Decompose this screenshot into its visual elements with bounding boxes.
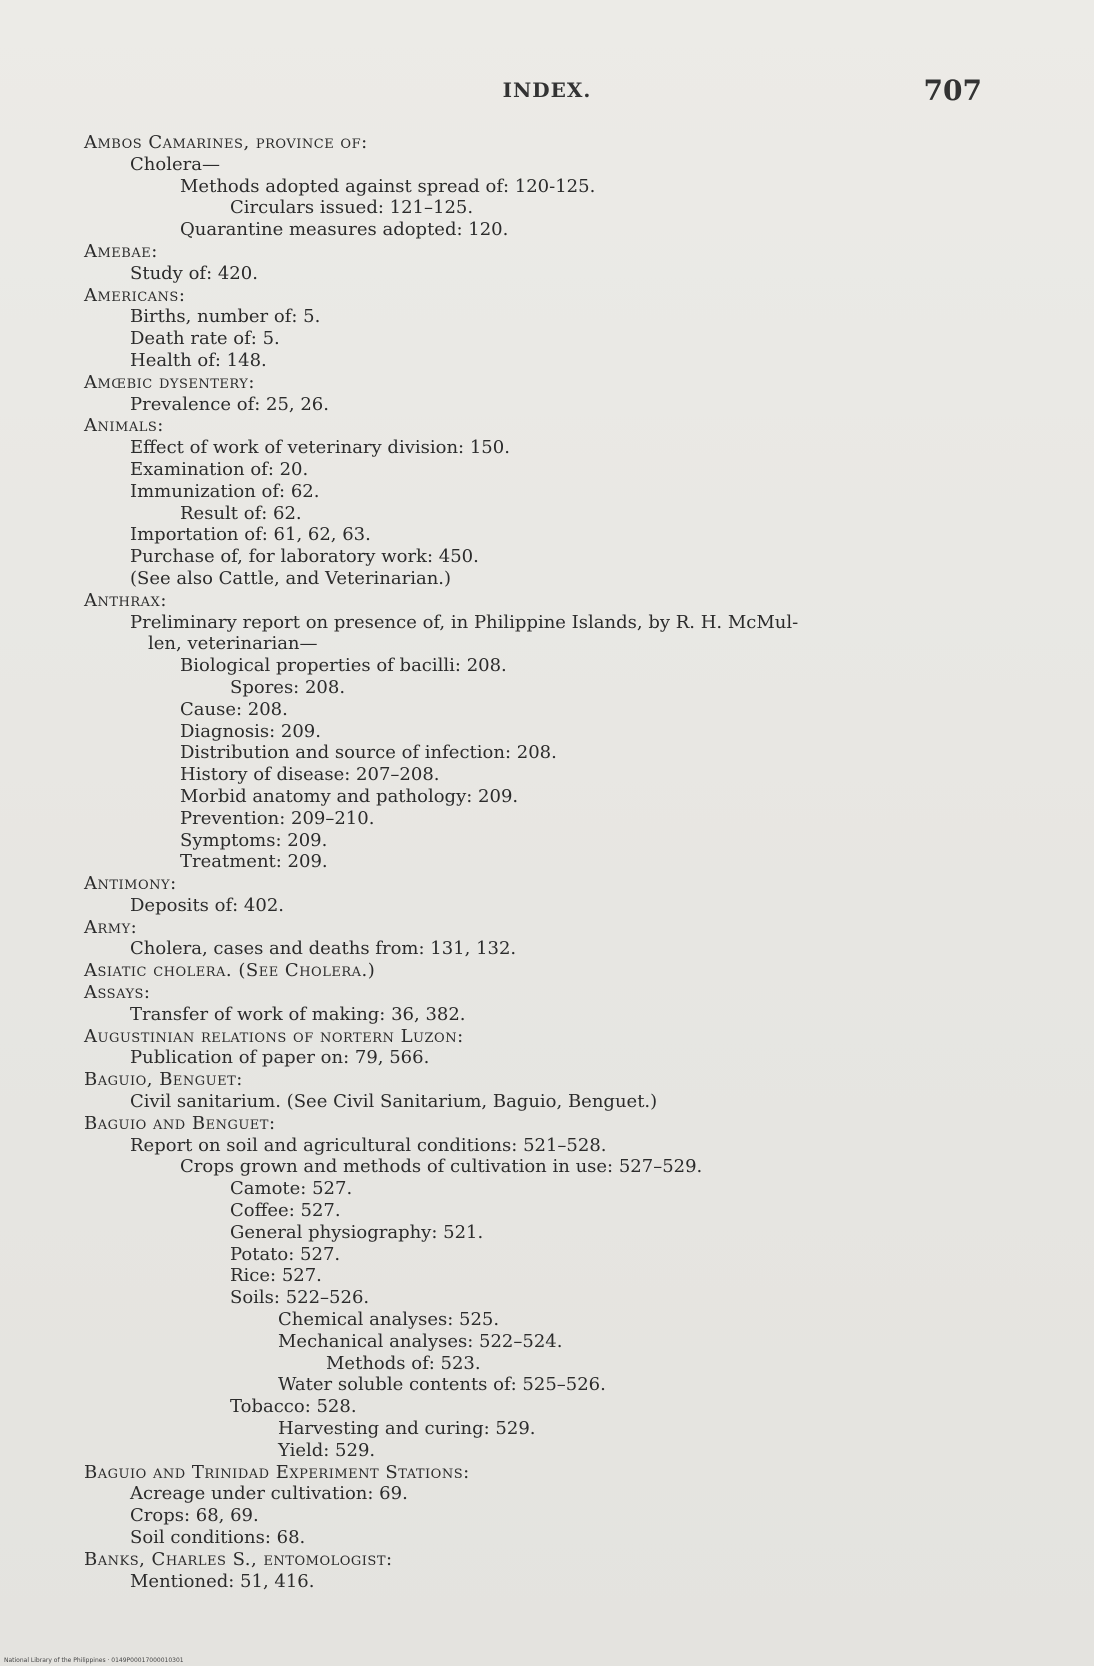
index-subentry: Spores: 208. [230,676,346,698]
index-subentry: Transfer of work of making: 36, 382. [130,1003,466,1025]
index-heading: Antimony: [84,873,177,895]
index-heading: Amœbic dysentery: [84,371,255,393]
index-subentry: Cholera, cases and deaths from: 131, 132. [130,938,517,960]
index-subentry: Study of: 420. [130,262,258,284]
index-entries [84,132,994,1592]
index-subentry: Mentioned: 51, 416. [130,1570,315,1592]
index-subentry: Biological properties of bacilli: 208. [180,655,507,677]
index-subentry: Quarantine measures adopted: 120. [180,219,509,241]
index-subentry: Rice: 527. [230,1265,322,1287]
index-subentry: Acreage under cultivation: 69. [130,1483,408,1505]
index-subentry: Tobacco: 528. [230,1396,357,1418]
index-subentry: Coffee: 527. [230,1200,341,1222]
index-subentry: Crops: 68, 69. [130,1505,259,1527]
index-heading: Augustinian relations of nortern Luzon: [84,1025,464,1047]
index-subentry: Health of: 148. [130,349,267,371]
index-heading: Baguio and Benguet: [84,1112,276,1134]
running-head: INDEX. [502,78,592,102]
index-subentry: (See also Cattle, and Veterinarian.) [130,567,452,589]
index-subentry: Soil conditions: 68. [130,1527,306,1548]
index-subentry: Water soluble contents of: 525–526. [278,1374,606,1396]
page-number: 707 [923,74,982,107]
index-subentry: General physiography: 521. [230,1221,484,1243]
index-subentry: Camote: 527. [230,1178,353,1200]
index-subentry: Civil sanitarium. (See Civil Sanitarium, Baguio, Benguet.) [130,1091,658,1113]
index-subentry: Result of: 62. [180,502,302,524]
index-heading: Asiatic cholera. (See Cholera.) [84,960,376,982]
index-heading: Amebae: [84,240,158,262]
index-subentry: Methods adopted against spread of: 120-125. [180,175,596,197]
index-heading: Anthrax: [84,589,167,611]
index-subentry: Effect of work of veterinary division: 150. [130,437,510,459]
index-subentry: History of disease: 207–208. [180,764,440,786]
index-subentry: Examination of: 20. [130,458,309,480]
index-subentry: Preliminary report on presence of, in Philippine Islands, by R. H. McMul- [130,611,799,633]
index-subentry: Treatment: 209. [180,851,328,873]
index-subentry: Diagnosis: 209. [180,720,321,742]
index-subentry: Distribution and source of infection: 208. [180,742,557,764]
index-heading: Americans: [84,284,186,306]
index-heading: Animals: [84,415,164,437]
index-heading: Army: [84,916,138,938]
index-heading: Baguio, Benguet: [84,1069,243,1091]
index-subentry: Cholera— [130,153,220,175]
index-heading: Assays: [84,982,151,1004]
scan-credit: National Library of the Philippines · 0149P00017000010301 [4,1657,184,1664]
index-subentry: Births, number of: 5. [130,306,321,328]
index-subentry: Harvesting and curing: 529. [278,1418,536,1440]
index-subentry: Mechanical analyses: 522–524. [278,1330,563,1352]
index-subentry: Cause: 208. [180,698,288,720]
index-heading: Baguio and Trinidad Experiment Stations: [84,1461,470,1483]
index-subentry: Symptoms: 209. [180,829,328,851]
index-subentry: Immunization of: 62. [130,480,320,502]
index-subentry: Methods of: 523. [326,1352,481,1374]
index-subentry: Deposits of: 402. [130,894,284,916]
index-subentry: Circulars issued: 121–125. [230,197,474,219]
index-subentry: Soils: 522–526. [230,1287,370,1309]
index-subentry: Chemical analyses: 525. [278,1309,500,1331]
index-heading: Banks, Charles S., entomologist: [84,1548,393,1570]
index-subentry: Publication of paper on: 79, 566. [130,1047,430,1069]
index-subentry: Morbid anatomy and pathology: 209. [180,785,519,807]
index-subentry: Prevention: 209–210. [180,807,375,829]
index-subentry: Prevalence of: 25, 26. [130,393,329,415]
index-heading: Ambos Camarines, province of: [84,132,368,153]
index-subentry: Purchase of, for laboratory work: 450. [130,546,479,568]
index-subentry: Potato: 527. [230,1243,341,1265]
index-subentry: Crops grown and methods of cultivation in use: 527–529. [180,1156,703,1178]
index-subentry: len, veterinarian— [148,633,318,655]
index-subentry: Yield: 529. [278,1439,376,1461]
index-subentry: Importation of: 61, 62, 63. [130,524,371,546]
index-subentry: Death rate of: 5. [130,328,280,350]
index-subentry: Report on soil and agricultural conditions: 521–528. [130,1134,607,1156]
